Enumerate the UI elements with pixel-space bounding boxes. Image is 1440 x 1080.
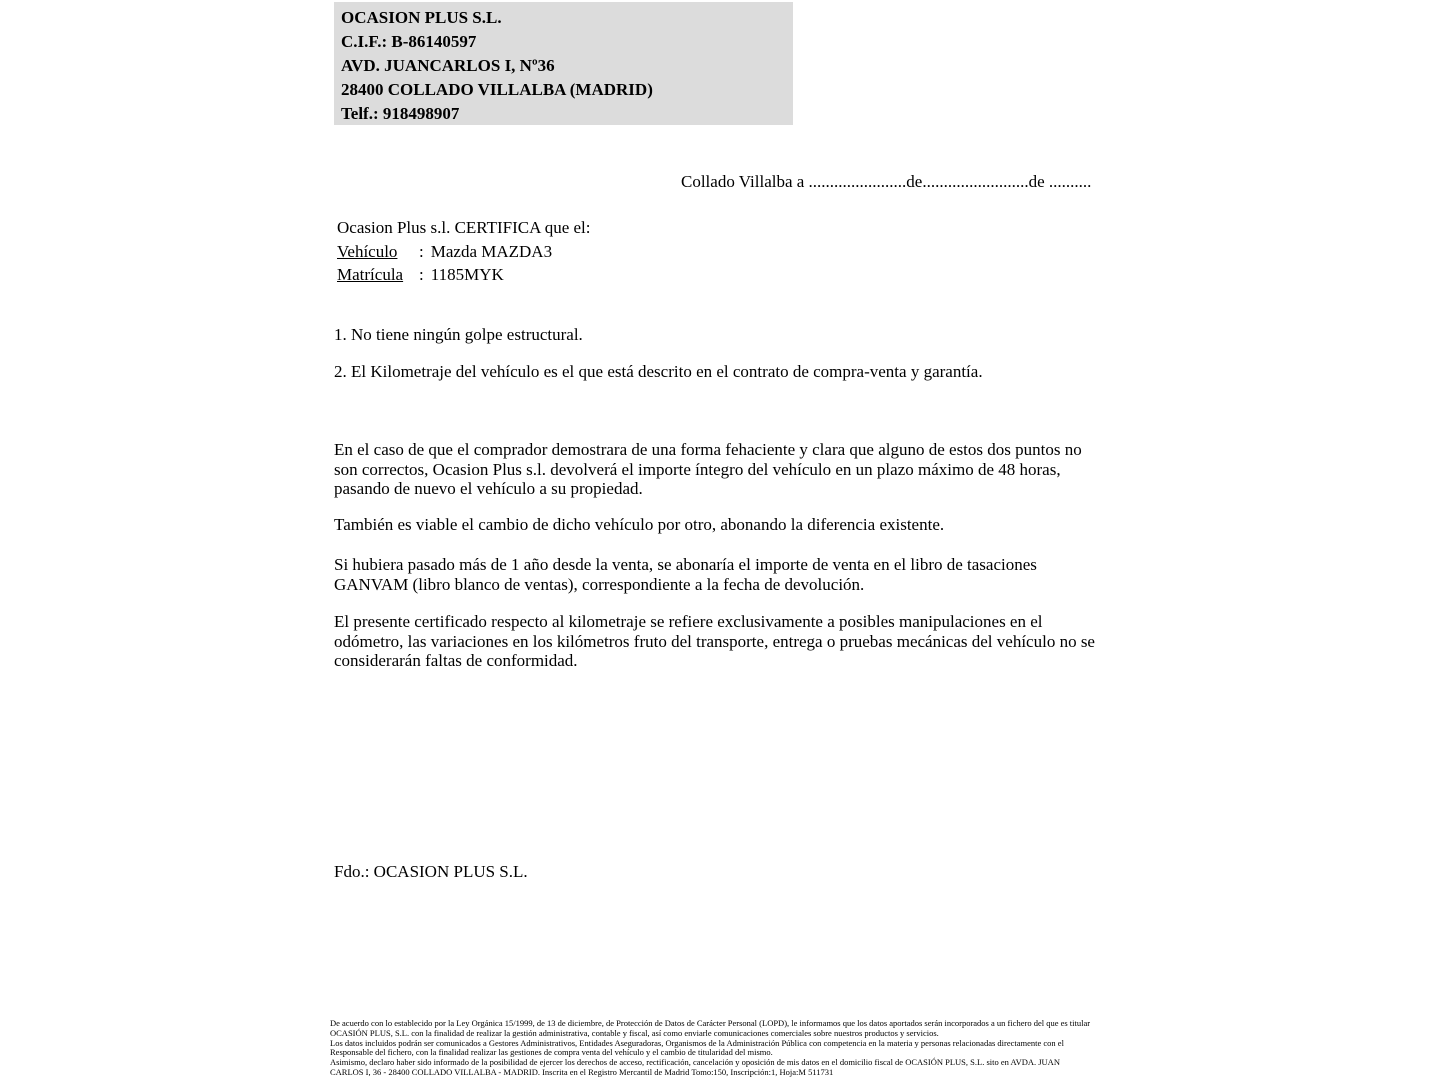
vehicle-field [337, 240, 591, 264]
legal-line: Asimismo, declaro haber sido informado de la posibilidad de ejercer los derechos de acceso, rectificación, cancelación y oposición de mis datos en el domicilio fiscal de OCASIÓN PLUS, S.L. sito en AVDA. JUAN [330, 1057, 1060, 1068]
vehicle-value: Mazda MAZDA3 [430, 241, 553, 261]
company-header-box [334, 2, 793, 125]
plate-label: Matrícula [337, 265, 404, 284]
legal-line: Los datos incluidos podrán ser comunicados a Gestores Administrativos, Entidades Aseguradoras, Organismos de la Administración Pública con competencia en la materia y personas relacionadas directamente con el [330, 1037, 1064, 1048]
plate-separator: : [419, 265, 424, 284]
certification-intro: Ocasion Plus s.l. CERTIFICA que el: [337, 218, 591, 237]
certification-block [337, 216, 591, 287]
plate-field [337, 263, 591, 287]
signature-line: Fdo.: OCASION PLUS S.L. [334, 862, 528, 881]
vehicle-separator: : [419, 241, 424, 261]
condition-item-1: 1. No tiene ningún golpe estructural. [334, 325, 583, 344]
date-line: Collado Villalba a .......................de.........................de .......... [681, 172, 1092, 191]
legal-line: De acuerdo con lo establecido por la Ley Orgánica 15/1999, de 13 de diciembre, de Protección de Datos de Carácter Personal (LOPD), le informamos que los datos aportados serán incorporados a un fichero del que es titular [330, 1018, 1091, 1028]
paragraph-odometer: El presente certificado respecto al kilometraje se refiere exclusivamente a posibles manipulaciones en el odómetro, las variaciones en los kilómetros fruto del transporte, entrega o pruebas mecánicas del vehículo no se considerarán faltas de conformidad. [334, 612, 1095, 670]
company-name: OCASION PLUS S.L. [341, 8, 502, 27]
legal-notice [330, 1019, 1120, 1078]
vehicle-label: Vehículo [337, 241, 398, 261]
paragraph-ganvam: Si hubiera pasado más de 1 año desde la venta, se abonaría el importe de venta en el libro de tasaciones GANVAM (libro blanco de ventas), correspondiente a la fecha de devolución. [334, 555, 1037, 594]
condition-item-2: 2. El Kilometraje del vehículo es el que está descrito en el contrato de compra-venta y garantía. [334, 362, 983, 381]
company-address: AVD. JUANCARLOS I, Nº36 [341, 56, 555, 75]
legal-line: OCASIÓN PLUS, S.L. con la finalidad de realizar la gestión administrativa, contable y fiscal, así como enviarle comunicaciones comerciales sobre nuestros productos y servicios. [330, 1027, 939, 1038]
company-cif: C.I.F.: B-86140597 [341, 32, 477, 51]
paragraph-refund: En el caso de que el comprador demostrara de una forma fehaciente y clara que alguno de estos dos puntos no son correctos, Ocasion Plus s.l. devolverá el importe íntegro del vehículo en un plazo máximo de 48 horas, pasando de nuevo el vehículo a su propiedad. [334, 440, 1082, 498]
plate-value: 1185MYK [430, 265, 504, 284]
legal-line: Responsable del fichero, con la finalidad realizar las gestiones de compra venta del vehículo y el cambio de titularidad del mismo. [330, 1047, 773, 1058]
paragraph-exchange: También es viable el cambio de dicho vehículo por otro, abonando la diferencia existente. [334, 515, 945, 534]
legal-line: CARLOS I, 36 - 28400 COLLADO VILLALBA - MADRID. Inscrita en el Registro Mercantil de Madrid Tomo:150, Inscripción:1, Hoja:M 511731 [330, 1066, 834, 1077]
company-city: 28400 COLLADO VILLALBA (MADRID) [341, 80, 653, 99]
company-phone: Telf.: 918498907 [341, 104, 460, 123]
